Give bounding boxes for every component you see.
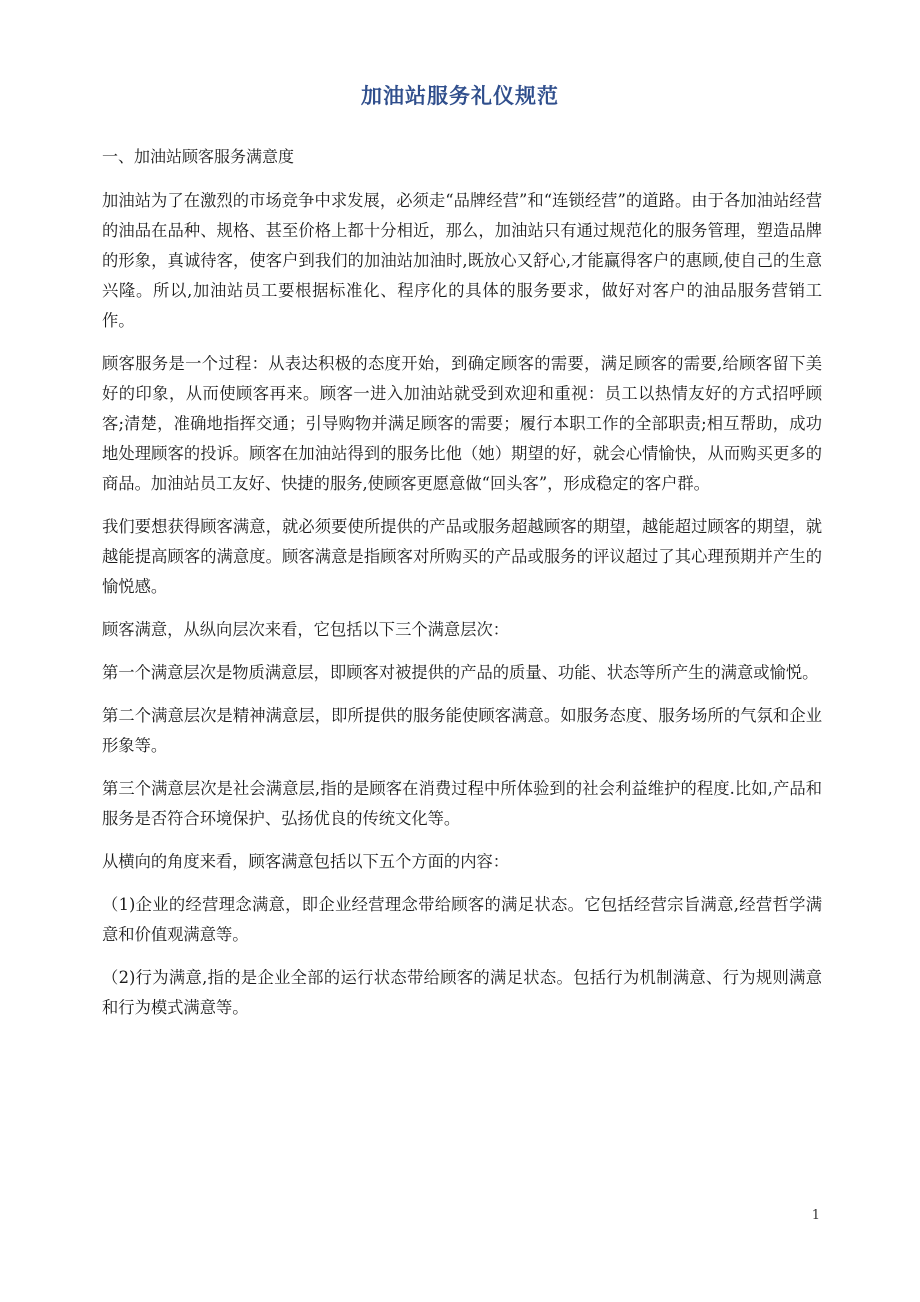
paragraph-level-three: 第三个满意层次是社会满意层,指的是顾客在消费过程中所体验到的社会利益维护的程度.比如,产品和服务是否符合环境保护、弘扬优良的传统文化等。 [102, 779, 822, 828]
paragraph-level-two: 第二个满意层次是精神满意层，即所提供的服务能使顾客满意。如服务态度、服务场所的气氛和企业形象等。 [102, 706, 822, 755]
paragraph-item-1: （1)企业的经营理念满意，即企业经营理念带给顾客的满足状态。它包括经营宗旨满意,经营哲学满意和价值观满意等。 [102, 895, 822, 944]
paragraph-horizontal-aspects: 从横向的角度来看，顾客满意包括以下五个方面的内容： [102, 852, 510, 871]
document-title: 加油站服务礼仪规范 [361, 83, 559, 108]
paragraph-level-one: 第一个满意层次是物质满意层，即顾客对被提供的产品的质量、功能、状态等所产生的满意或愉悦。 [102, 663, 819, 682]
paragraph-item-2: （2)行为满意,指的是企业全部的运行状态带给顾客的满足状态。包括行为机制满意、行为规则满意和行为模式满意等。 [102, 968, 822, 1017]
page-number: 1 [811, 1208, 820, 1223]
paragraph-vertical-levels: 顾客满意，从纵向层次来看，它包括以下三个满意层次： [102, 620, 510, 639]
section-heading: 一、加油站顾客服务满意度 [102, 147, 295, 166]
paragraph-intro: 加油站为了在激烈的市场竞争中求发展，必须走“品牌经营”和“连锁经营”的道路。由于各加油站经营的油品在品种、规格、甚至价格上都十分相近，那么，加油站只有通过规范化的服务管理，塑造品牌的形象，真诚待客，使客户到我们的加油站加油时,既放心又舒心,才能赢得客户的惠顾,使自己的生意兴隆。所以,加油站员工要根据标准化、程序化的具体的服务要求，做好对客户的油品服务营销工作。 [102, 191, 822, 330]
document-body [102, 142, 822, 1036]
paragraph-service-process: 顾客服务是一个过程：从表达积极的态度开始，到确定顾客的需要，满足顾客的需要,给顾客留下美好的印象，从而使顾客再来。顾客一进入加油站就受到欢迎和重视：员工以热情友好的方式招呼顾客;清楚，准确地指挥交通；引导购物并满足顾客的需要；履行本职工作的全部职责;相互帮助，成功地处理顾客的投诉。顾客在加油站得到的服务比他（她）期望的好，就会心情愉快，从而购买更多的商品。加油站员工友好、快捷的服务,使顾客更愿意做“回头客”，形成稳定的客户群。 [102, 354, 822, 493]
paragraph-satisfaction-definition: 我们要想获得顾客满意，就必须要使所提供的产品或服务超越顾客的期望，越能超过顾客的期望，就越能提高顾客的满意度。顾客满意是指顾客对所购买的产品或服务的评议超过了其心理预期并产生的愉悦感。 [102, 517, 822, 596]
